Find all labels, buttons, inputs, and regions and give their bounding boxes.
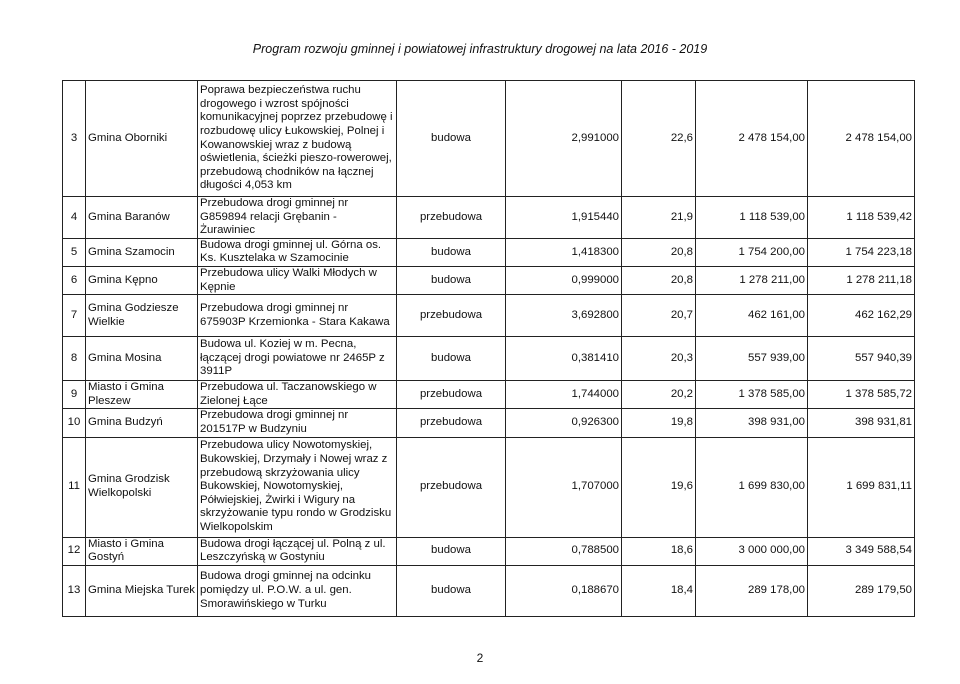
- total-cost-cell: 1 118 539,42: [808, 197, 915, 239]
- table-row: [63, 238, 915, 266]
- total-cost-cell: 2 478 154,00: [808, 81, 915, 197]
- description-cell: Poprawa bezpieczeństwa ruchu drogowego i wzrost spójności komunikacyjnej poprzez przebudowę i rozbudowę ulicy Łukowskiej, Polnej i Kowanowskiej wraz z budową oświetlenia, ścieżki pieszo-rowerowej, przebudową chodników na łącznej długości 4,053 km: [198, 81, 397, 197]
- projects-table: [62, 80, 915, 617]
- description-cell: Przebudowa drogi gminnej nr 201517P w Budzyniu: [198, 409, 397, 437]
- work-type-cell: budowa: [397, 266, 506, 294]
- score-cell: 19,6: [622, 437, 696, 537]
- municipality-cell: Gmina Oborniki: [86, 81, 198, 197]
- length-cell: 1,744000: [506, 381, 622, 409]
- municipality-cell: Gmina Szamocin: [86, 238, 198, 266]
- row-number: 4: [63, 197, 86, 239]
- municipality-cell: Miasto i Gmina Pleszew: [86, 381, 198, 409]
- description-cell: Przebudowa drogi gminnej nr 675903P Krzemionka - Stara Kakawa: [198, 295, 397, 337]
- score-cell: 19,8: [622, 409, 696, 437]
- length-cell: 1,707000: [506, 437, 622, 537]
- cost-cell: 398 931,00: [696, 409, 808, 437]
- table-row: [63, 537, 915, 565]
- cost-cell: 462 161,00: [696, 295, 808, 337]
- cost-cell: 1 754 200,00: [696, 238, 808, 266]
- table-row: [63, 81, 915, 197]
- length-cell: 0,926300: [506, 409, 622, 437]
- score-cell: 20,7: [622, 295, 696, 337]
- total-cost-cell: 1 278 211,18: [808, 266, 915, 294]
- length-cell: 0,999000: [506, 266, 622, 294]
- municipality-cell: Gmina Miejska Turek: [86, 565, 198, 616]
- municipality-cell: Gmina Grodzisk Wielkopolski: [86, 437, 198, 537]
- cost-cell: 2 478 154,00: [696, 81, 808, 197]
- total-cost-cell: 398 931,81: [808, 409, 915, 437]
- municipality-cell: Gmina Godziesze Wielkie: [86, 295, 198, 337]
- description-cell: Przebudowa ulicy Nowotomyskiej, Bukowskiej, Drzymały i Nowej wraz z przebudową skrzyżowania ulicy Bukowskiej, Nowotomyskiej, Półwiejskiej, Żwirki i Wigury na skrzyżowanie typu rondo w Grodzisku Wielkopolskim: [198, 437, 397, 537]
- length-cell: 1,418300: [506, 238, 622, 266]
- table-row: [63, 565, 915, 616]
- work-type-cell: budowa: [397, 537, 506, 565]
- municipality-cell: Gmina Mosina: [86, 337, 198, 381]
- row-number: 9: [63, 381, 86, 409]
- description-cell: Budowa ul. Koziej w m. Pecna, łączącej drogi powiatowe nr 2465P z 3911P: [198, 337, 397, 381]
- work-type-cell: budowa: [397, 337, 506, 381]
- table-row: [63, 381, 915, 409]
- row-number: 11: [63, 437, 86, 537]
- score-cell: 20,3: [622, 337, 696, 381]
- municipality-cell: Miasto i Gmina Gostyń: [86, 537, 198, 565]
- work-type-cell: budowa: [397, 238, 506, 266]
- row-number: 12: [63, 537, 86, 565]
- row-number: 13: [63, 565, 86, 616]
- cost-cell: 1 278 211,00: [696, 266, 808, 294]
- work-type-cell: budowa: [397, 565, 506, 616]
- work-type-cell: przebudowa: [397, 381, 506, 409]
- row-number: 8: [63, 337, 86, 381]
- page-number: 2: [476, 651, 484, 665]
- score-cell: 20,2: [622, 381, 696, 409]
- page-header: Program rozwoju gminnej i powiatowej infrastruktury drogowej na lata 2016 - 2019: [252, 42, 708, 56]
- length-cell: 0,188670: [506, 565, 622, 616]
- cost-cell: 3 000 000,00: [696, 537, 808, 565]
- work-type-cell: przebudowa: [397, 295, 506, 337]
- cost-cell: 1 378 585,00: [696, 381, 808, 409]
- length-cell: 3,692800: [506, 295, 622, 337]
- cost-cell: 289 178,00: [696, 565, 808, 616]
- description-cell: Przebudowa drogi gminnej nr G859894 relacji Grębanin - Żurawiniec: [198, 197, 397, 239]
- score-cell: 18,6: [622, 537, 696, 565]
- row-number: 7: [63, 295, 86, 337]
- municipality-cell: Gmina Kępno: [86, 266, 198, 294]
- description-cell: Budowa drogi łączącej ul. Polną z ul. Leszczyńską w Gostyniu: [198, 537, 397, 565]
- total-cost-cell: 557 940,39: [808, 337, 915, 381]
- length-cell: 0,381410: [506, 337, 622, 381]
- work-type-cell: przebudowa: [397, 437, 506, 537]
- table-row: [63, 437, 915, 537]
- table-row: [63, 295, 915, 337]
- total-cost-cell: 462 162,29: [808, 295, 915, 337]
- row-number: 3: [63, 81, 86, 197]
- row-number: 10: [63, 409, 86, 437]
- description-cell: Budowa drogi gminnej ul. Górna os. Ks. Kusztelaka w Szamocinie: [198, 238, 397, 266]
- length-cell: 0,788500: [506, 537, 622, 565]
- cost-cell: 557 939,00: [696, 337, 808, 381]
- table-row: [63, 266, 915, 294]
- score-cell: 22,6: [622, 81, 696, 197]
- total-cost-cell: 1 754 223,18: [808, 238, 915, 266]
- score-cell: 21,9: [622, 197, 696, 239]
- cost-cell: 1 118 539,00: [696, 197, 808, 239]
- table-row: [63, 337, 915, 381]
- score-cell: 18,4: [622, 565, 696, 616]
- description-cell: Budowa drogi gminnej na odcinku pomiędzy ul. P.O.W. a ul. gen. Smorawińskiego w Turku: [198, 565, 397, 616]
- score-cell: 20,8: [622, 266, 696, 294]
- work-type-cell: przebudowa: [397, 197, 506, 239]
- row-number: 6: [63, 266, 86, 294]
- municipality-cell: Gmina Budzyń: [86, 409, 198, 437]
- cost-cell: 1 699 830,00: [696, 437, 808, 537]
- total-cost-cell: 289 179,50: [808, 565, 915, 616]
- work-type-cell: budowa: [397, 81, 506, 197]
- total-cost-cell: 1 378 585,72: [808, 381, 915, 409]
- description-cell: Przebudowa ul. Taczanowskiego w Zielonej Łące: [198, 381, 397, 409]
- length-cell: 2,991000: [506, 81, 622, 197]
- work-type-cell: przebudowa: [397, 409, 506, 437]
- description-cell: Przebudowa ulicy Walki Młodych w Kępnie: [198, 266, 397, 294]
- municipality-cell: Gmina Baranów: [86, 197, 198, 239]
- total-cost-cell: 1 699 831,11: [808, 437, 915, 537]
- length-cell: 1,915440: [506, 197, 622, 239]
- table-row: [63, 409, 915, 437]
- table-row: [63, 197, 915, 239]
- score-cell: 20,8: [622, 238, 696, 266]
- row-number: 5: [63, 238, 86, 266]
- total-cost-cell: 3 349 588,54: [808, 537, 915, 565]
